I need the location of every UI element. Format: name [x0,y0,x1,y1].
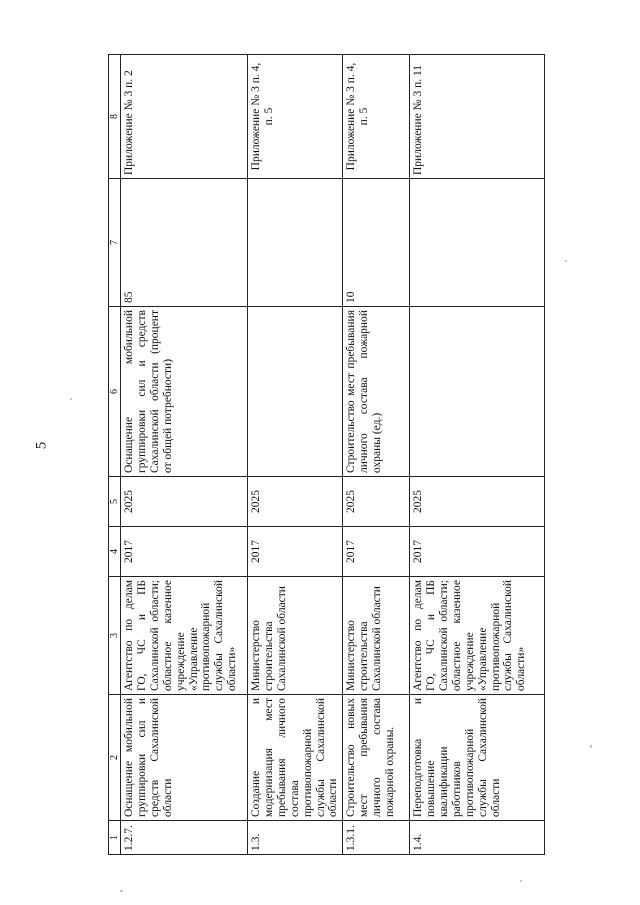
indicator: Оснащение мобильной группировки сил и средств Сахалинской области (процент от общей потребности) [121,307,248,477]
executor: Министерство строительства Сахалинской области [248,577,343,695]
table-container [108,55,528,855]
header-cell: 5 [109,477,121,527]
table-row [410,55,545,855]
indicator: Строительство мест пребывания личного состава пожарной охраны (ед.) [343,307,410,477]
end-year: 2025 [343,477,410,527]
table-row [248,55,343,855]
indicator [248,307,343,477]
row-number: 1.3. [248,821,343,855]
appendix-link: Приложение № 3 п. 11 [410,55,545,179]
target-value [248,179,343,307]
scan-speck [520,880,522,882]
appendix-link: Приложение № 3 п. 4, п. 5 [343,55,410,179]
scan-speck [590,745,592,748]
appendix-link: Приложение № 3 п. 2 [121,55,248,179]
table-row [121,55,248,855]
end-year: 2025 [410,477,545,527]
table-row [343,55,410,855]
appendix-link: Приложение № 3 п. 4, п. 5 [248,55,343,179]
header-cell: 3 [109,577,121,695]
end-year: 2025 [248,477,343,527]
measure-name: Строительство новых мест пребывания личного состава пожарной охраны. [343,695,410,821]
scan-speck [70,398,72,400]
measure-name: Создание и модернизация мест пребывания личного состава противопожарной службы Сахалинской области [248,695,343,821]
start-year: 2017 [248,527,343,577]
measure-name: Оснащение мобильной группировки сил и средств Сахалинской области [121,695,248,821]
target-value: 85 [121,179,248,307]
table-rotated-frame [108,55,528,855]
executor: Агентство по делам ГО, ЧС и ПБ Сахалинской области; областное казенное учреждение «Управление противопожарной службы Сахалинской области» [121,577,248,695]
header-cell: 7 [109,179,121,307]
row-number: 1.3.1. [343,821,410,855]
header-cell: 4 [109,527,121,577]
indicator [410,307,545,477]
header-row [109,55,121,855]
page-number: 5 [33,441,50,450]
end-year: 2025 [121,477,248,527]
header-cell: 1 [109,821,121,855]
start-year: 2017 [343,527,410,577]
row-number: 1.4. [410,821,545,855]
executor: Министерство строительства Сахалинской области [343,577,410,695]
row-number: 1.2.7. [121,821,248,855]
start-year: 2017 [410,527,545,577]
target-value: 10 [343,179,410,307]
executor: Агентство по делам ГО, ЧС и ПБ Сахалинской области; областное казенное учреждение «Управление противопожарной службы Сахалинской области» [410,577,545,695]
header-cell: 6 [109,307,121,477]
scan-speck [120,890,123,892]
target-value [410,179,545,307]
header-cell: 8 [109,55,121,179]
scan-speck [565,260,567,262]
measure-name: Переподготовка и повышение квалификации работников противопожарной службы Сахалинской области [410,695,545,821]
header-cell: 2 [109,695,121,821]
program-table [108,54,545,855]
start-year: 2017 [121,527,248,577]
